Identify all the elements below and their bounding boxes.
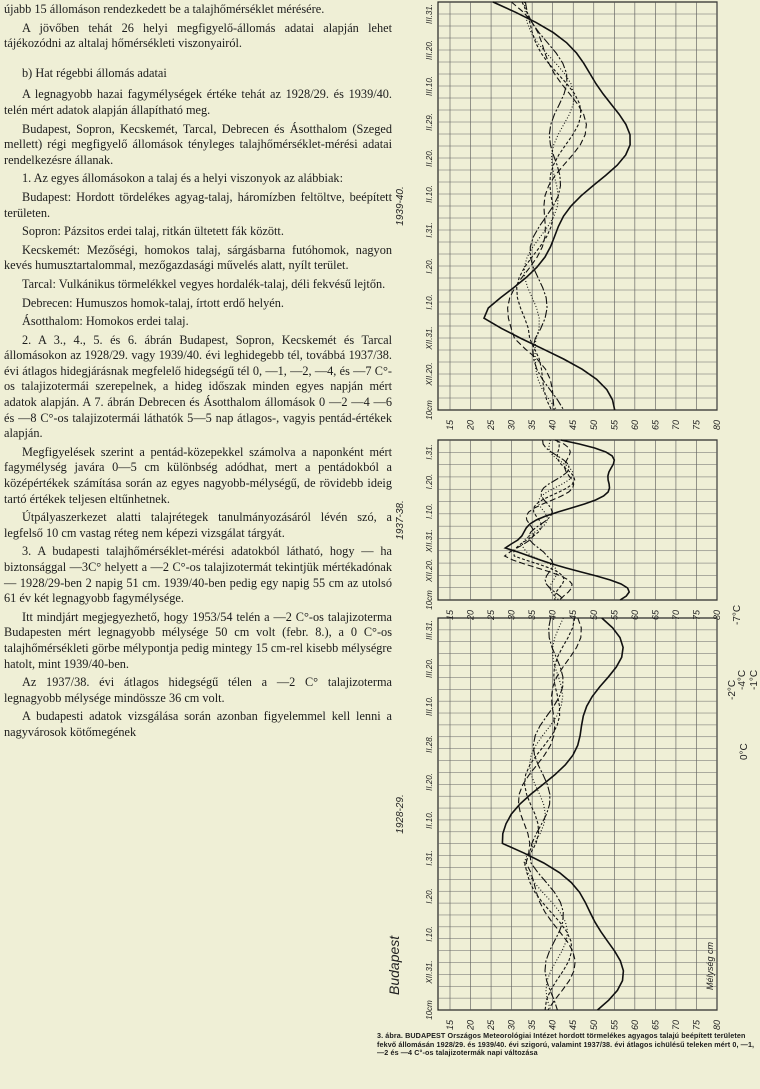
depth-tick-label: 75 bbox=[691, 1019, 702, 1030]
date-label: I.20. bbox=[425, 258, 434, 274]
date-label: III.31. bbox=[425, 619, 434, 641]
paragraph: Debrecen: Humuszos homok-talaj, írtott erdő helyén. bbox=[22, 295, 284, 310]
depth-tick-label: 75 bbox=[691, 419, 702, 430]
isotherm-figure bbox=[386, 0, 760, 1085]
isotherm-curve bbox=[529, 440, 570, 600]
depth-tick-label: 15 bbox=[445, 419, 455, 430]
depth-tick-label: 20 bbox=[465, 1019, 476, 1030]
depth-tick-label: 40 bbox=[547, 419, 558, 430]
paragraph: A budapesti adatok vizsgálása során azonban figyelemmel kell lenni a nagyvárosok kötőmegének bbox=[4, 709, 392, 739]
paragraph: Az 1937/38. évi átlagos hidegségű télen a —2 C° talajizoterma legnagyobb mélysége mindössze 36 cm volt. bbox=[4, 675, 392, 705]
depth-tick-label: 25 bbox=[486, 609, 497, 620]
date-label: XII.31. bbox=[425, 529, 434, 553]
depth-tick-label: 60 bbox=[629, 1019, 640, 1030]
depth-tick-label: 25 bbox=[486, 419, 497, 430]
year-label: 1928-29. bbox=[395, 794, 406, 834]
figure-legend bbox=[727, 605, 760, 760]
depth-tick-label: 65 bbox=[650, 1019, 661, 1030]
paragraph: 3. A budapesti talajhőmérséklet-mérési adatokból látható, hogy — ha biztonsággal —3C° helyett a —2 C°-os talajizotermát tekintjük mértékadónak — 1928/29-ben 2 napig 51 cm. 1939/40-ben pedig egy napig 55 cm az utolsó 61 év két legnagyobb fagymélysége. bbox=[4, 544, 392, 606]
legend-item: -4°C bbox=[737, 669, 748, 690]
depth-tick-label: 35 bbox=[527, 1019, 538, 1030]
paragraph: 2. A 3., 4., 5. és 6. ábrán Budapest, Sopron, Kecskemét és Tarcal állomásokon az 1928/29. vagy 1939/40. évi leghidegebb tél, továbbá 1937/38. évi átlagos hidegjárásnak megfelelő hidegségű tél 0, —1, —2, —4, és —7 C°-os talajizotermái szerepelnek, a hideg időszak minden egyes napján mért adatok alapján. A 7. ábrán Debrecen és Ásotthalom állomások 0 —2 —4 —6 és —8 C°-os talajizotermái láthatók 5—5 nap átlagos-, vagyis pentád-értékek alapján. bbox=[4, 332, 392, 441]
paragraph: Budapest, Sopron, Kecskemét, Tarcal, Debrecen és Ásotthalom (Szeged mellett) régi megfigyelő állomások tényleges talajhőmérséklet-mérési adatai rendelkezésre állanak. bbox=[4, 121, 392, 167]
date-label: I.31. bbox=[425, 222, 434, 238]
paragraph: A jövőben tehát 26 helyi megfigyelő-állomás adatai alapján lehet tájékozódni az altalaj hőmérsékleti viszonyairól. bbox=[4, 20, 392, 51]
paragraph: Itt mindjárt megjegyezhető, hogy 1953/54 telén a —2 C°-os talajizoterma Budapesten mért legnagyobb mélysége 50 cm volt (febr. 8.), a 0 C°-os talajhőmérsékleti görbe mélypontja pedig mintegy 15 cm-rel kisebb mélységre hatolt, mint 1939/40-ben. bbox=[4, 609, 392, 671]
date-label: II.28. bbox=[425, 735, 434, 753]
date-label: XII.31. bbox=[425, 960, 434, 984]
depth-tick-label: 60 bbox=[629, 419, 640, 430]
date-label: III.20. bbox=[425, 39, 434, 61]
depth-tick-label: 30 bbox=[506, 1019, 517, 1030]
depth-tick-label: 80 bbox=[712, 419, 722, 430]
depth-tick-label: 45 bbox=[568, 1019, 579, 1030]
date-label: I.10. bbox=[425, 503, 434, 519]
depth-tick-label: 65 bbox=[650, 609, 661, 620]
paragraph: Kecskemét: Mezőségi, homokos talaj, sárgásbarna futóhomok, nagyon kevés humusztartalommal, mezőgazdasági művelés alatt, nyílt terület. bbox=[4, 242, 392, 273]
depth-tick-label: 20 bbox=[465, 419, 476, 430]
depth-tick-label: 70 bbox=[670, 1019, 681, 1030]
date-label: II.20. bbox=[425, 149, 434, 167]
date-label: XII.31. bbox=[425, 326, 434, 350]
date-label: I.10. bbox=[425, 294, 434, 310]
paragraph: A legnagyobb hazai fagymélységek értéke tehát az 1928/29. és 1939/40. telén mért adatok alapján állapítható meg. bbox=[4, 87, 392, 117]
paragraph: Útpályaszerkezet alatti talajrétegek tanulmányozásáról lévén szó, a legfelső 10 cm vastag réteg nem képezi vizsgálat tárgyát. bbox=[4, 510, 392, 540]
paragraph: Ásotthalom: Homokos erdei talaj. bbox=[22, 314, 189, 329]
date-label: II.10. bbox=[425, 811, 434, 829]
isotherm-curve bbox=[514, 440, 575, 600]
depth-tick-label: 55 bbox=[609, 1019, 620, 1030]
depth-axis-label: Mélység cm bbox=[705, 941, 715, 990]
depth-tick-label: 50 bbox=[588, 609, 599, 620]
date-label: I.31. bbox=[425, 850, 434, 866]
date-label: 10cm bbox=[425, 590, 434, 610]
depth-tick-label: 40 bbox=[547, 609, 558, 620]
depth-tick-label: 35 bbox=[527, 419, 538, 430]
legend-item: 0°C bbox=[739, 743, 750, 760]
date-label: 10cm bbox=[425, 400, 434, 420]
date-label: I.10. bbox=[425, 926, 434, 942]
legend-item: -1°C bbox=[749, 669, 760, 690]
year-label: 1937-38. bbox=[395, 500, 406, 540]
paragraph: Sopron: Pázsitos erdei talaj, ritkán ültetett fák között. bbox=[22, 224, 284, 239]
figure-panel bbox=[395, 440, 722, 621]
date-label: 10cm bbox=[425, 1000, 434, 1020]
depth-tick-label: 45 bbox=[568, 609, 579, 620]
depth-tick-label: 35 bbox=[527, 609, 538, 620]
date-label: I.20. bbox=[425, 888, 434, 904]
depth-tick-label: 70 bbox=[670, 609, 681, 620]
figure-caption: 3. ábra. BUDAPEST Országos Meteorológiai Intézet hordott törmelékes agyagos talajú beépített területen fekvő állomásán 1928/29. és 1939/40. évi szigorú, valamint 1937/38. évi átlagos ichülésű teleken mért 0, —1, —2 és —4 C°-os talajizotermák napi változása bbox=[377, 1031, 755, 1058]
date-label: III.20. bbox=[425, 657, 434, 679]
depth-tick-label: 25 bbox=[486, 1019, 497, 1030]
paragraph: Megfigyelések szerint a pentád-közepekkel számolva a naponként mért fagymélység javára 0—5 cm különbség adódhat, mert a pentádokból a középértékek számítása során az egyes nagyobb-mélységű, de rövidebb ideig tartó értékek teljesen eltűnhetnek. bbox=[4, 444, 392, 506]
isotherm-curve bbox=[522, 440, 572, 600]
depth-tick-label: 50 bbox=[588, 419, 599, 430]
date-label: I.31. bbox=[425, 444, 434, 460]
section-heading: b) Hat régebbi állomás adatai bbox=[22, 65, 167, 80]
depth-tick-label: 40 bbox=[547, 1019, 558, 1030]
date-label: II.20. bbox=[425, 773, 434, 791]
depth-tick-label: 50 bbox=[588, 1019, 599, 1030]
depth-tick-label: 55 bbox=[609, 609, 620, 620]
date-label: I.20. bbox=[425, 473, 434, 490]
paragraph: 1. Az egyes állomásokon a talaj és a helyi viszonyok az alábbiak: bbox=[22, 171, 343, 186]
depth-tick-label: 45 bbox=[568, 419, 579, 430]
date-label: III.10. bbox=[425, 695, 434, 717]
paragraph: újabb 15 állomáson rendezkedett be a talajhőmérséklet mérésére. bbox=[4, 2, 325, 16]
paragraph: Tarcal: Vulkánikus törmelékkel vegyes hordalék-talaj, déli fekvésű lejtőn. bbox=[22, 276, 386, 291]
paragraph: Budapest: Hordott tördelékes agyag-talaj, háromízben feltöltve, beépített területen. bbox=[4, 189, 392, 220]
legend-item: -2°C bbox=[727, 679, 738, 700]
panel-frame bbox=[438, 440, 717, 600]
date-label: II.29. bbox=[425, 113, 434, 131]
date-label: II.10. bbox=[425, 185, 434, 203]
depth-tick-label: 15 bbox=[445, 1019, 455, 1030]
isotherm-figure-svg bbox=[386, 0, 760, 1085]
figure-panel bbox=[395, 618, 722, 1031]
figure-panel bbox=[395, 2, 722, 431]
date-label: III.10. bbox=[425, 75, 434, 97]
panel-frame bbox=[438, 618, 717, 1010]
depth-tick-label: 30 bbox=[506, 609, 517, 620]
depth-tick-label: 55 bbox=[609, 419, 620, 430]
depth-tick-label: 60 bbox=[629, 609, 640, 620]
depth-tick-label: 80 bbox=[712, 1019, 722, 1030]
station-label: Budapest bbox=[386, 935, 402, 995]
legend-item: -7°C bbox=[732, 604, 743, 625]
depth-tick-label: 20 bbox=[465, 609, 476, 620]
depth-tick-label: 75 bbox=[691, 609, 702, 620]
date-label: III.31. bbox=[425, 3, 434, 25]
year-label: 1939-40. bbox=[395, 186, 406, 226]
article-text bbox=[4, 2, 392, 1082]
depth-tick-label: 30 bbox=[506, 419, 517, 430]
depth-tick-label: 70 bbox=[670, 419, 681, 430]
date-label: XII.20. bbox=[425, 558, 434, 582]
depth-tick-label: 15 bbox=[445, 609, 455, 620]
depth-tick-label: 65 bbox=[650, 419, 661, 430]
depth-tick-label: 80 bbox=[712, 609, 722, 620]
date-label: XII.20. bbox=[425, 362, 434, 386]
isotherm-curve bbox=[524, 618, 568, 1010]
